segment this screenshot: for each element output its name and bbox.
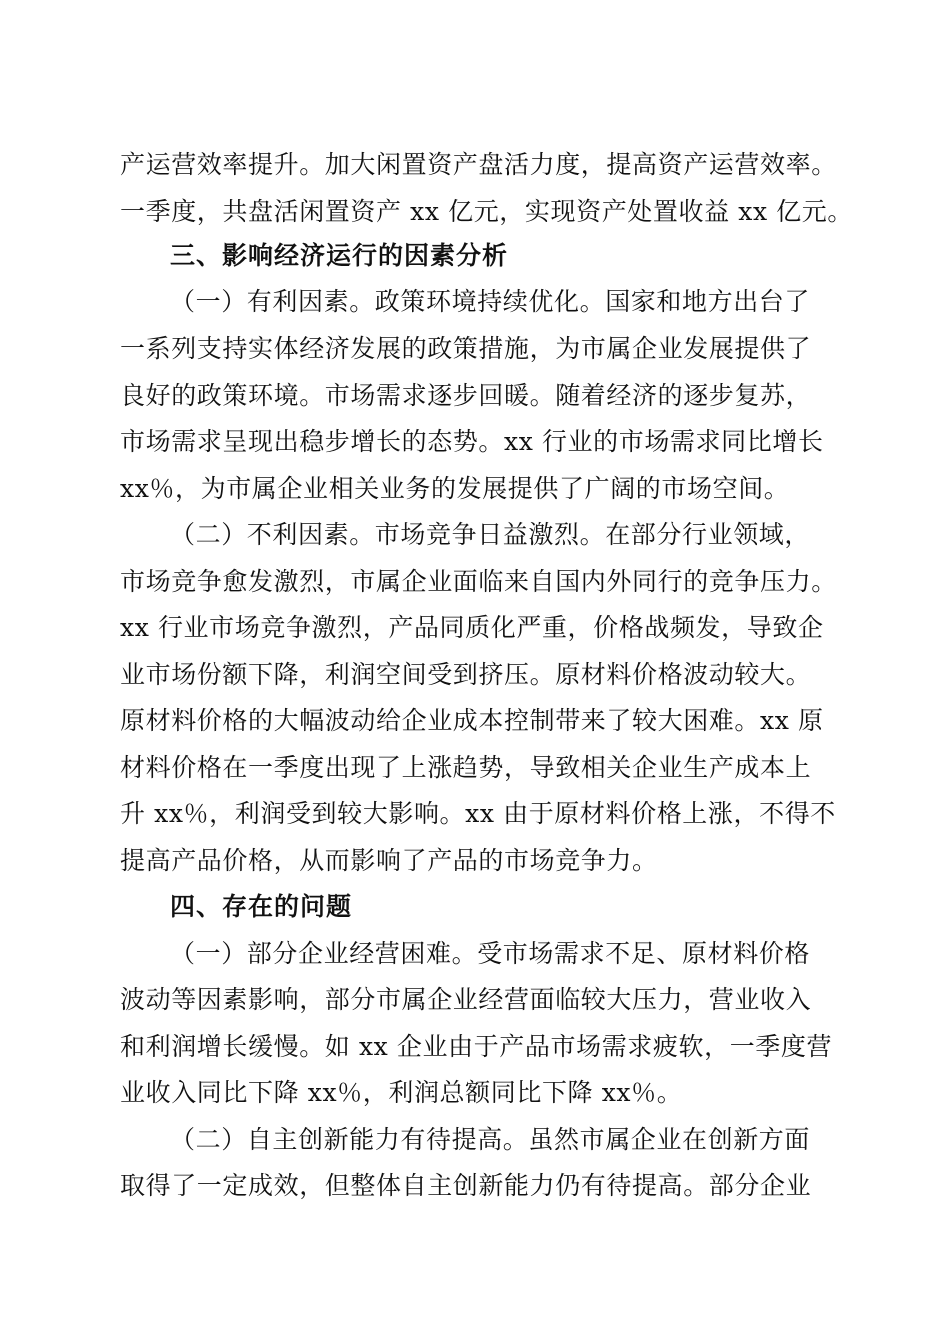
body-text-line: （一）有利因素。政策环境持续优化。国家和地方出台了 bbox=[170, 287, 811, 316]
body-text-line: 波动等因素影响，部分市属企业经营面临较大压力，营业收入 bbox=[120, 985, 812, 1014]
body-text-line: 一季度，共盘活闲置资产 xx 亿元，实现资产处置收益 xx 亿元。 bbox=[120, 197, 853, 226]
body-text-line: （二）自主创新能力有待提高。虽然市属企业在创新方面 bbox=[170, 1125, 811, 1154]
body-text-line: 和利润增长缓慢。如 xx 企业由于产品市场需求疲软，一季度营 bbox=[120, 1032, 833, 1061]
body-text-line: 市场需求呈现出稳步增长的态势。xx 行业的市场需求同比增长 bbox=[120, 427, 824, 456]
body-text-line: 产运营效率提升。加大闲置资产盘活力度，提高资产运营效率。 bbox=[120, 150, 837, 179]
section-heading-3: 三、影响经济运行的因素分析 bbox=[170, 241, 509, 270]
body-text-line: 市场竞争愈发激烈，市属企业面临来自国内外同行的竞争压力。 bbox=[120, 567, 837, 596]
body-text-line: 升 xx％，利润受到较大影响。xx 由于原材料价格上涨，不得不 bbox=[120, 799, 836, 828]
body-text-line: 取得了一定成效，但整体自主创新能力仍有待提高。部分企业 bbox=[120, 1171, 812, 1200]
body-text-line: 业收入同比下降 xx％，利润总额同比下降 xx％。 bbox=[120, 1078, 683, 1107]
body-text-line: 良好的政策环境。市场需求逐步回暖。随着经济的逐步复苏， bbox=[120, 381, 812, 410]
section-heading-4: 四、存在的问题 bbox=[170, 892, 353, 921]
body-text-line: xx 行业市场竞争激烈，产品同质化严重，价格战频发，导致企 bbox=[120, 613, 824, 642]
body-text-line: 一系列支持实体经济发展的政策措施，为市属企业发展提供了 bbox=[120, 334, 812, 363]
body-text-line: 业市场份额下降，利润空间受到挤压。原材料价格波动较大。 bbox=[120, 660, 812, 689]
body-text-line: 原材料价格的大幅波动给企业成本控制带来了较大困难。xx 原 bbox=[120, 706, 824, 735]
body-text-line: （一）部分企业经营困难。受市场需求不足、原材料价格 bbox=[170, 939, 811, 968]
body-text-line: xx％，为市属企业相关业务的发展提供了广阔的市场空间。 bbox=[120, 474, 790, 503]
body-text-line: （二）不利因素。市场竞争日益激烈。在部分行业领域， bbox=[170, 520, 811, 549]
body-text-line: 材料价格在一季度出现了上涨趋势，导致相关企业生产成本上 bbox=[120, 753, 812, 782]
body-text-line: 提高产品价格，从而影响了产品的市场竞争力。 bbox=[120, 846, 658, 875]
